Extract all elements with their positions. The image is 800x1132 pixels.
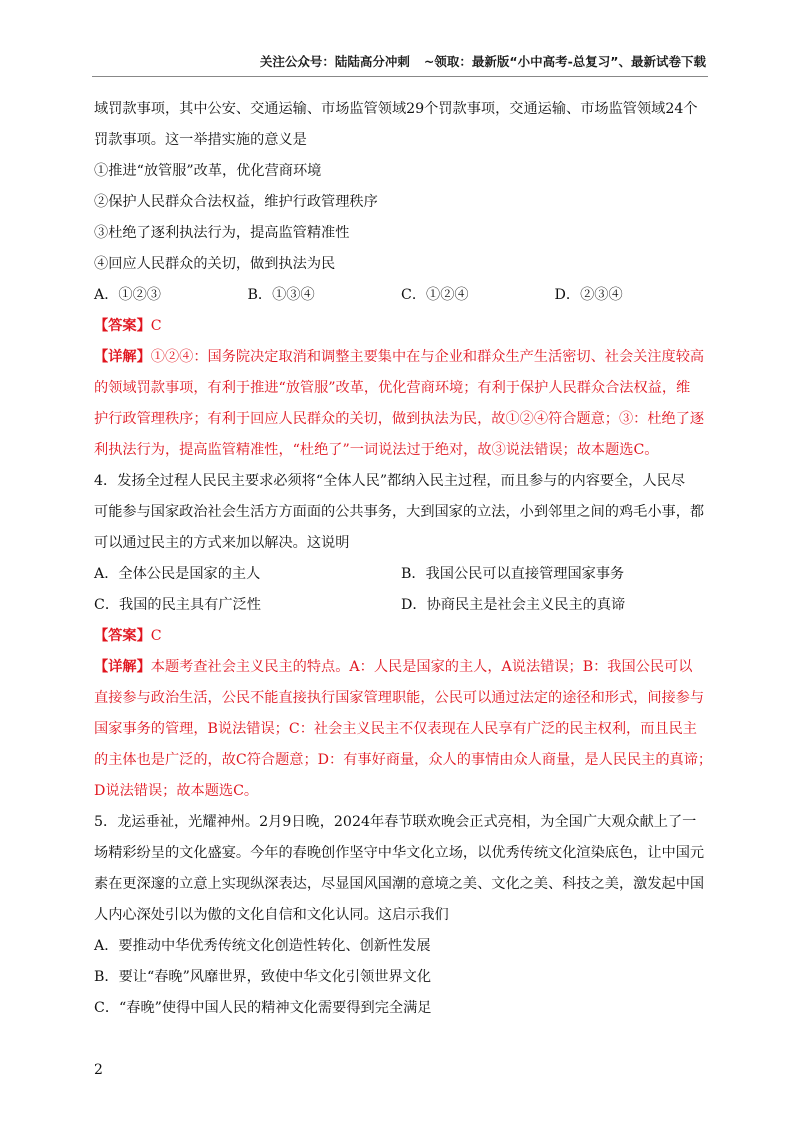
question-4-options-row [94,559,708,590]
statement-1: ①推进“放管服”改革，优化营商环境 [94,163,322,179]
question-5-line: 场精彩纷呈的文化盛宴。今年的春晚创作坚守中华文化立场，以优秀传统文化渲染底色，让中国元 [94,845,705,861]
question-3-line: 罚款事项。这一举措实施的意义是 [94,132,307,148]
answer-tag: 【答案】 [94,318,151,334]
option-b: B．①③④ [247,287,315,303]
option-b: B．我国公民可以直接管理国家事务 [401,566,625,582]
question-5-line: 人内心深处引以为傲的文化自信和文化认同。这启示我们 [94,907,449,923]
question-5-line: 素在更深邃的立意上实现纵深表达，尽显国风国潮的意境之美、文化之美、科技之美，激发起中国 [94,876,705,892]
option-a: A．①②③ [94,287,161,303]
explanation-line: 本题考查社会主义民主的特点。A：人民是国家的主人，A说法错误；B：我国公民可以 [150,659,693,675]
detail-tag: 【详解】 [94,349,151,365]
question-4-explanation [94,652,713,807]
header-divider [92,76,708,77]
option-d: D．协商民主是社会主义民主的真谛 [401,597,626,613]
option-a: A．全体公民是国家的主人 [94,566,261,582]
question-4-line: 4．发扬全过程人民民主要求必须将“全体人民”都纳入民主过程，而且参与的内容要全，人民尽 [94,473,686,489]
question-4-options-row [94,590,708,621]
statement-2: ②保护人民群众合法权益，维护行政管理秩序 [94,194,378,210]
option-c: C．①②④ [401,287,469,303]
page-number: 2 [94,1062,103,1078]
question-3 [94,94,708,466]
explanation-line: 护行政管理秩序；有利于回应人民群众的关切，做到执法为民，故①②④符合题意；③：杜绝了逐 [94,411,705,427]
statement-4: ④回应人民群众的关切，做到执法为民 [94,256,336,272]
question-5 [94,807,708,1024]
answer-value: C [150,628,162,644]
question-3-answer [94,311,708,342]
question-4-answer [94,621,708,652]
question-4-line: 可能参与国家政治社会生活方方面面的公共事务，大到国家的立法，小到邻里之间的鸡毛小事，都 [94,504,705,520]
explanation-line: 利执法行为，提高监管精准性，“杜绝了”一词说法过于绝对，故③说法错误；故本题选C。 [94,442,659,458]
question-4 [94,466,713,807]
header-left-text: 关注公众号：陆陆高分冲刺 [259,54,410,69]
document-body [94,94,713,1024]
question-3-line: 域罚款事项，其中公安、交通运输、市场监管领域29个罚款事项，交通运输、市场监管领域24个 [94,101,698,117]
detail-tag: 【详解】 [94,659,151,675]
question-5-line: 5．龙运垂祉，光耀神州。2月9日晚，2024年春节联欢晚会正式亮相，为全国广大观众献上了一 [94,814,697,830]
option-c: C．我国的民主具有广泛性 [94,597,261,613]
question-3-explanation [94,342,708,466]
option-b: B．要让“春晚”风靡世界，致使中华文化引领世界文化 [94,969,432,985]
explanation-line: 国家事务的管理，B说法错误；C：社会主义民主不仅表现在人民享有广泛的民主权利，而且民主 [94,721,697,737]
option-d: D．②③④ [554,287,623,303]
explanation-line: 的主体也是广泛的，故C符合题意；D：有事好商量，众人的事情由众人商量，是人民民主的真谛； [94,752,713,768]
answer-value: C [150,318,162,334]
question-4-line: 可以通过民主的方式来加以解决。这说明 [94,535,350,551]
option-a: A．要推动中华优秀传统文化创造性转化、创新性发展 [94,938,431,954]
explanation-line: 直接参与政治生活，公民不能直接执行国家管理职能，公民可以通过法定的途径和形式，间接参与 [94,690,705,706]
statement-3: ③杜绝了逐利执法行为，提高监管精准性 [94,225,350,241]
answer-tag: 【答案】 [94,628,151,644]
explanation-line: 的领域罚款事项，有利于推进“放管服”改革，优化营商环境；有利于保护人民群众合法权益，维 [94,380,691,396]
header-right-text: ~领取：最新版“小中高考-总复习”、最新试卷下载 [423,54,706,69]
option-c: C．“春晚”使得中国人民的精神文化需要得到完全满足 [94,1000,432,1016]
page-header [0,52,800,70]
question-3-options [94,280,708,311]
explanation-line: D说法错误；故本题选C。 [94,783,259,799]
explanation-line: ①②④：国务院决定取消和调整主要集中在与企业和群众生产生活密切、社会关注度较高 [150,349,705,365]
